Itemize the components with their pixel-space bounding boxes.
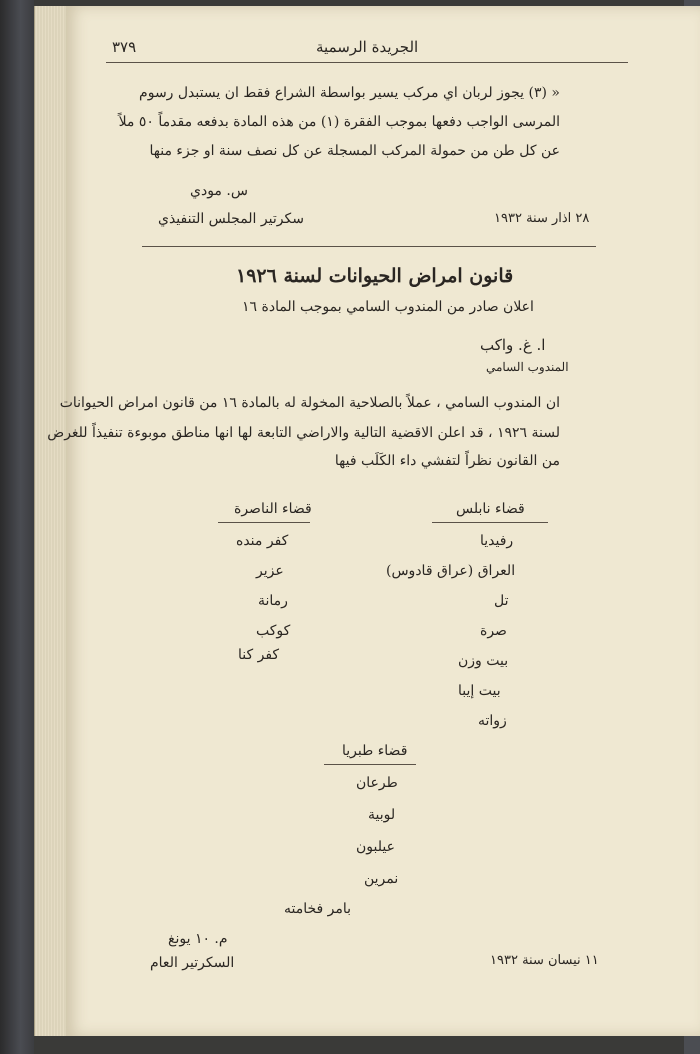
book-cover bbox=[0, 0, 34, 1054]
district-rule-nazareth bbox=[218, 522, 310, 523]
district-heading-nablus: قضاء نابلس bbox=[456, 501, 525, 517]
amendment-line-3: عن كل طن من حمولة المركب المسجلة عن كل نصف سنة او جزء منها bbox=[149, 143, 560, 159]
village-tiberias-4: نمرين bbox=[364, 871, 399, 887]
page bbox=[47, 6, 700, 1036]
district-rule-tiberias bbox=[324, 764, 416, 765]
village-nablus-7: زواته bbox=[478, 713, 507, 729]
village-tiberias-3: عيلبون bbox=[356, 839, 395, 855]
village-nablus-5: بيت وزن bbox=[458, 653, 509, 669]
district-heading-tiberias: قضاء طبريا bbox=[342, 743, 408, 759]
journal-title: الجريدة الرسمية bbox=[316, 38, 419, 56]
amendment-line-2: المرسى الواجب دفعها بموجب الفقرة (١) من هذه المادة بدفعه مقدماً ٥٠ ملاً bbox=[118, 114, 560, 130]
law-body-line-2: لسنة ١٩٢٦ ، قد اعلن الاقضية التالية والاراضي التابعة لها انها مناطق موبوءة تنفيذاً للغرض bbox=[47, 425, 560, 441]
page-number: ٣٧٩ bbox=[112, 38, 137, 56]
law-body-line-1: ان المندوب السامي ، عملاً بالصلاحية المخولة له بالمادة ١٦ من قانون امراض الحيوانات bbox=[59, 395, 560, 411]
law-title: قانون امراض الحيوانات لسنة ١٩٢٦ bbox=[236, 265, 514, 287]
village-nazareth-5: كفر كنا bbox=[238, 647, 280, 663]
district-heading-nazareth: قضاء الناصرة bbox=[234, 501, 312, 517]
village-nazareth-4: كوكب bbox=[256, 623, 291, 639]
issuer-name: ا. غ. واكب bbox=[480, 336, 546, 354]
village-nablus-1: رفيديا bbox=[480, 533, 514, 549]
village-nazareth-2: عزير bbox=[256, 563, 284, 579]
footer-signatory-title: السكرتير العام bbox=[150, 955, 235, 971]
amendment-signatory: س. مودي bbox=[190, 183, 248, 199]
village-nablus-2: العراق (عراق قادوس) bbox=[386, 563, 516, 579]
footer-signatory: م. ١٠ يونغ bbox=[168, 931, 228, 947]
issuer-title: المندوب السامي bbox=[486, 360, 569, 374]
header-rule bbox=[106, 62, 628, 63]
village-nablus-3: تل bbox=[494, 593, 509, 609]
village-tiberias-1: طرعان bbox=[356, 775, 398, 791]
village-nazareth-1: كفر منده bbox=[236, 533, 289, 549]
amendment-line-1: « (٣) يجوز لربان اي مركب يسير بواسطة الشراع فقط ان يستبدل رسوم bbox=[139, 85, 560, 101]
village-nablus-4: صرة bbox=[480, 623, 507, 639]
district-rule-nablus bbox=[432, 522, 548, 523]
by-order-line: بامر فخامته bbox=[284, 901, 352, 917]
section-divider bbox=[142, 246, 596, 247]
footer-date: ١١ نيسان سنة ١٩٣٢ bbox=[490, 953, 599, 968]
law-subtitle: اعلان صادر من المندوب السامي بموجب المادة ١٦ bbox=[242, 299, 534, 315]
amendment-signatory-title: سكرتير المجلس التنفيذي bbox=[158, 211, 304, 227]
village-nazareth-3: رمانة bbox=[258, 593, 288, 609]
law-body-line-3: من القانون نظراً لتفشي داء الكَلَب فيها bbox=[334, 453, 560, 469]
village-tiberias-2: لوبية bbox=[368, 807, 396, 823]
village-nablus-6: بيت إيبا bbox=[458, 683, 501, 699]
amendment-date: ٢٨ اذار سنة ١٩٣٢ bbox=[494, 211, 590, 226]
